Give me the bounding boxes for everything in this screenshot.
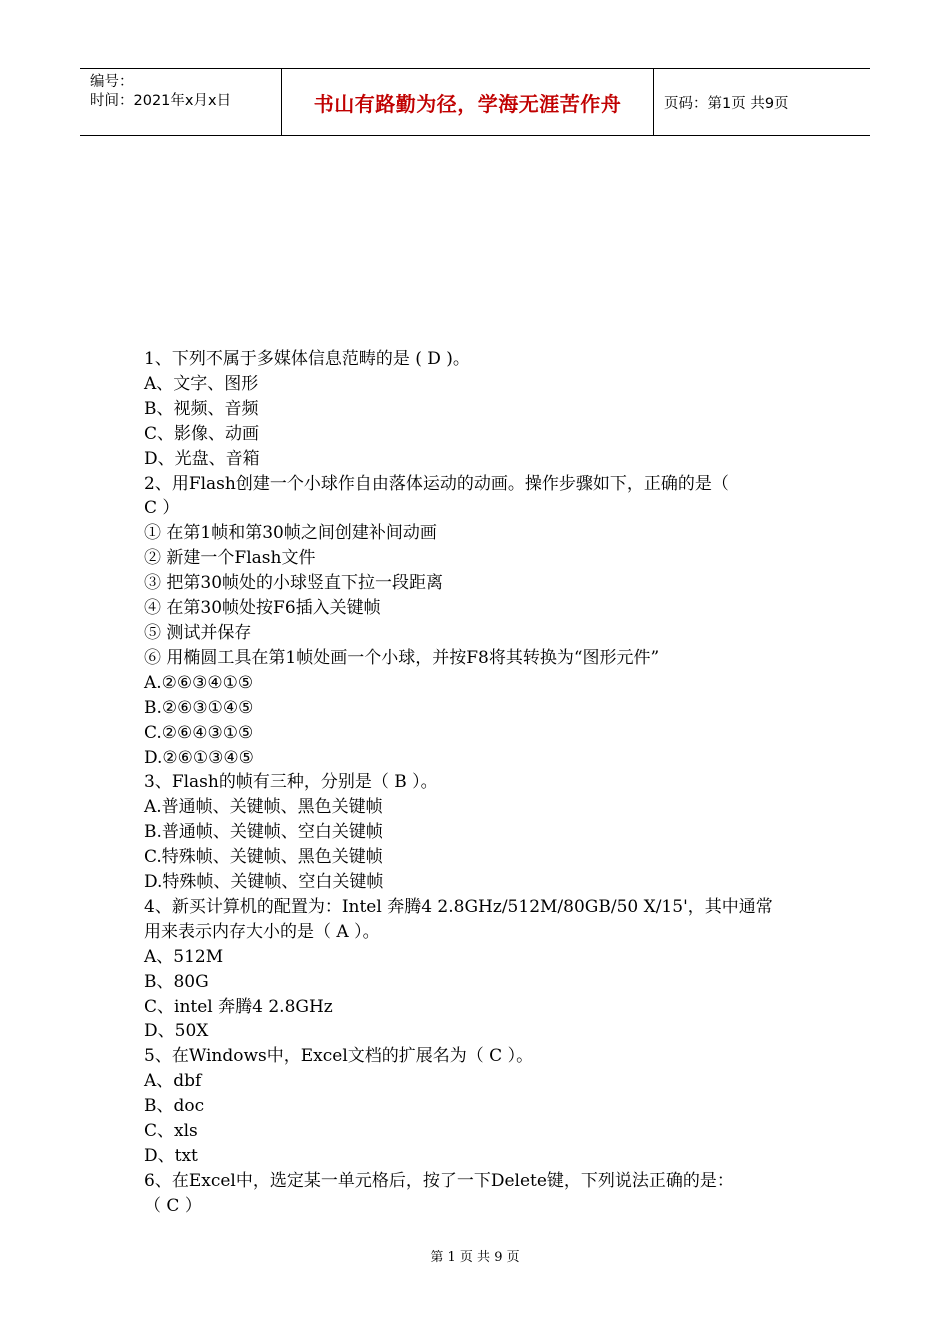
text-line: 4、新买计算机的配置为：Intel 奔腾4 2.8GHz/512M/80GB/50 Ⅹ/15'，其中通常 xyxy=(144,896,773,917)
text-line: 3、Flash的帧有三种，分别是（ B ）。 xyxy=(144,772,438,793)
text-line: D、txt xyxy=(144,1146,198,1166)
document-number-label: 编号： xyxy=(90,74,134,90)
header-motto: 书山有路勤为径，学海无涯苦作舟 xyxy=(281,69,654,135)
text-line: ⑥ 用椭圆工具在第1帧处画一个小球，并按F8将其转换为“图形元件” xyxy=(144,647,660,668)
text-line: B.普通帧、关键帧、空白关键帧 xyxy=(144,822,383,843)
text-line: B.②⑥③①④⑤ xyxy=(144,697,254,718)
text-line: C ） xyxy=(144,498,180,519)
text-line: D、光盘、音箱 xyxy=(144,448,260,469)
header-meta xyxy=(80,69,281,135)
text-line: B、视频、音频 xyxy=(144,398,259,419)
text-line: C、intel 奔腾4 2.8GHz xyxy=(144,996,333,1017)
text-line: ② 新建一个Flash文件 xyxy=(144,548,316,569)
document-body xyxy=(144,347,804,1219)
text-line: C、影像、动画 xyxy=(144,423,260,444)
text-line: B、doc xyxy=(144,1096,205,1117)
text-line: 6、在Excel中，选定某一单元格后，按了一下Delete键，下列说法正确的是： xyxy=(144,1170,734,1191)
text-line: ④ 在第30帧处按F6插入关键帧 xyxy=(144,598,381,619)
text-line: A、dbf xyxy=(144,1071,202,1092)
header-page-info: 页码：第1页 共9页 xyxy=(664,95,789,112)
page-footer: 第 1 页 共 9 页 xyxy=(430,1250,520,1265)
text-line: A.②⑥③④①⑤ xyxy=(144,672,254,693)
page-header xyxy=(80,68,870,136)
text-line: ③ 把第30帧处的小球竖直下拉一段距离 xyxy=(144,573,444,594)
document-time-label: 时间：2021年x月x日 xyxy=(90,93,232,109)
text-line: C.特殊帧、关键帧、黑色关键帧 xyxy=(144,847,383,868)
text-line: D、50X xyxy=(144,1021,209,1042)
text-line: B、80G xyxy=(144,971,209,992)
text-line: 用来表示内存大小的是（ A ）。 xyxy=(144,921,380,942)
text-line: A、512M xyxy=(144,946,224,967)
text-line: D.②⑥①③④⑤ xyxy=(144,747,254,768)
text-line: 1、下列不属于多媒体信息范畴的是 ( D )。 xyxy=(144,349,470,369)
text-line: 5、在Windows中，Excel文档的扩展名为（ C ）。 xyxy=(144,1046,534,1067)
text-line: D.特殊帧、关键帧、空白关键帧 xyxy=(144,872,384,893)
text-line: ⑤ 测试并保存 xyxy=(144,622,252,643)
text-line: C、xls xyxy=(144,1121,198,1142)
text-line: A.普通帧、关键帧、黑色关键帧 xyxy=(144,797,383,818)
text-line: A、文字、图形 xyxy=(144,373,259,394)
text-line: C.②⑥④③①⑤ xyxy=(144,722,254,743)
text-line: ① 在第1帧和第30帧之间创建补间动画 xyxy=(144,523,437,544)
text-line: 2、用Flash创建一个小球作自由落体运动的动画。操作步骤如下，正确的是（ xyxy=(144,473,729,494)
text-line: （ C ） xyxy=(144,1195,202,1216)
